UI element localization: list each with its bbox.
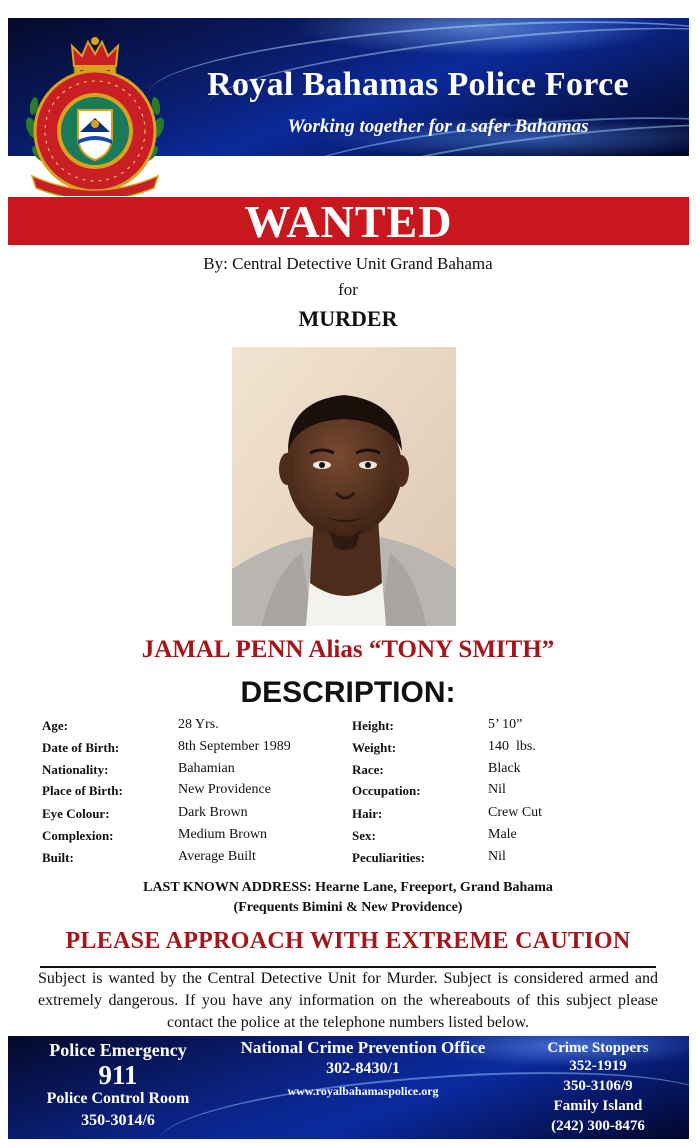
control-room-label: Police Control Room (46, 1090, 190, 1107)
complexion-label: Complexion: (42, 828, 114, 843)
issuing-unit: By: Central Detective Unit Grand Bahama (203, 254, 493, 273)
dob-label: Date of Birth: (42, 740, 120, 755)
hair-value: Crew Cut (488, 805, 543, 820)
height-value: 5’ 10” (488, 717, 523, 732)
nationality-label: Nationality: (42, 762, 109, 777)
crime-stoppers-label: Crime Stoppers (547, 1040, 649, 1056)
built-label: Built: (42, 850, 74, 865)
weight-label: Weight: (352, 740, 397, 755)
height-label: Height: (352, 718, 394, 733)
ncpo-number: 302-8430/1 (326, 1060, 400, 1077)
peculiarities-value: Nil (488, 849, 506, 864)
suspect-name: JAMAL PENN Alias “TONY SMITH” (141, 636, 555, 663)
contact-footer (8, 1036, 689, 1139)
crime-stoppers-number-2: 350-3106/9 (563, 1078, 633, 1094)
race-label: Race: (352, 762, 384, 777)
details-paragraph: Subject is wanted by the Central Detective Unit for Murder. Subject is considered armed and extremely dangerous. If you have any information on the whereabouts of this subject please contact the police at the telephone numbers listed below. (38, 970, 658, 1031)
organization-title: Royal Bahamas Police Force (207, 66, 629, 103)
dob-value: 8th September 1989 (178, 739, 291, 754)
peculiarities-label: Peculiarities: (352, 850, 425, 865)
last-known-address: LAST KNOWN ADDRESS: Hearne Lane, Freeport, Grand Bahama (143, 880, 553, 895)
race-value: Black (488, 761, 521, 776)
complexion-value: Medium Brown (178, 827, 268, 842)
sex-label: Sex: (352, 828, 376, 843)
suspect-photo (232, 347, 456, 626)
offence: MURDER (298, 306, 398, 331)
eye-colour-label: Eye Colour: (42, 806, 110, 821)
occupation-label: Occupation: (352, 783, 421, 798)
age-label: Age: (42, 718, 68, 733)
organization-slogan: Working together for a safer Bahamas (287, 116, 589, 137)
police-crest-logo (22, 36, 168, 196)
police-emergency-label: Police Emergency (49, 1040, 187, 1060)
for-label: for (338, 280, 358, 299)
nationality-value: Bahamian (178, 761, 235, 776)
hair-label: Hair: (352, 806, 383, 821)
emergency-number: 911 (98, 1060, 138, 1090)
weight-value: 140 lbs. (488, 739, 536, 754)
sex-value: Male (488, 827, 517, 842)
wanted-banner: WANTED (8, 197, 689, 245)
age-value: 28 Yrs. (178, 717, 219, 732)
eye-colour-value: Dark Brown (178, 805, 248, 820)
built-value: Average Built (178, 849, 256, 864)
place-of-birth-value: New Providence (178, 782, 271, 797)
ncpo-label: National Crime Prevention Office (240, 1038, 486, 1057)
control-room-number: 350-3014/6 (81, 1112, 155, 1129)
crime-stoppers-number: 352-1919 (569, 1058, 627, 1074)
description-heading: DESCRIPTION: (240, 676, 456, 709)
frequents-note: (Frequents Bimini & New Providence) (233, 900, 463, 915)
place-of-birth-label: Place of Birth: (42, 783, 123, 798)
family-island-number: (242) 300-8476 (551, 1118, 645, 1134)
caution-warning: PLEASE APPROACH WITH EXTREME CAUTION (65, 928, 631, 954)
website-link[interactable]: www.royalbahamaspolice.org (287, 1084, 439, 1098)
family-island-label: Family Island (553, 1098, 643, 1114)
occupation-value: Nil (488, 782, 506, 797)
